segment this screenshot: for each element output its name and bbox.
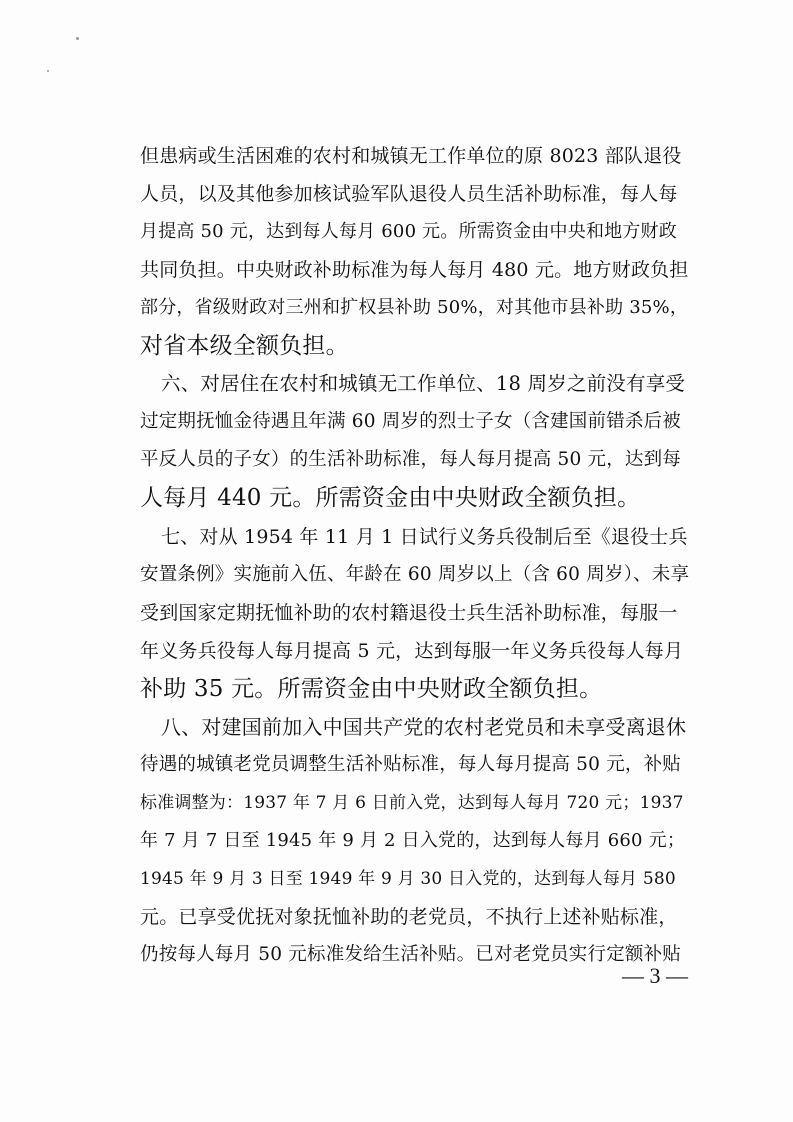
text-line: 部分，省级财政对三州和扩权县补助 50%，对其他市县补助 35%， [140, 297, 689, 318]
text-line: 年 7 月 7 日至 1945 年 9 月 2 日入党的，达到每人每月 660 元； [140, 830, 686, 851]
text-line: 对省本级全额负担。 [140, 333, 349, 359]
text-line: 仍按每人每月 50 元标准发给生活补贴。已对老党员实行定额补贴 [140, 944, 682, 965]
text-line: 年义务兵役每人每月提高 5 元，达到每服一年义务兵役每人每月 [140, 640, 684, 662]
text-line: 元。已享受优抚对象抚恤补助的老党员，不执行上述补贴标准， [140, 906, 678, 928]
text-line: 共同负担。中央财政补助标准为每人每月 480 元。地方财政负担 [140, 259, 689, 281]
scan-speck [47, 70, 49, 72]
text-line: 人员，以及其他参加核试验军队退役人员生活补助标准，每人每 [140, 183, 678, 205]
text-line: 补助 35 元。所需资金由中央财政全额负担。 [140, 676, 603, 702]
text-line: 人每月 440 元。所需资金由中央财政全额负担。 [140, 485, 641, 511]
text-line: 但患病或生活困难的农村和城镇无工作单位的原 8023 部队退役 [140, 145, 682, 167]
text-line: 待遇的城镇老党员调整生活补贴标准，每人每月提高 50 元，补贴 [140, 754, 682, 775]
text-line: 六、对居住在农村和城镇无工作单位、18 周岁之前没有享受 [161, 372, 686, 395]
scan-speck [76, 37, 79, 40]
text-line: 七、对从 1954 年 11 月 1 日试行义务兵役制后至《退役士兵 [161, 526, 688, 548]
text-line: 标准调整为：1937 年 7 月 6 日前入党，达到每人每月 720 元；1937 [140, 793, 684, 813]
text-line: 过定期抚恤金待遇且年满 60 周岁的烈士子女（含建国前错杀后被 [140, 411, 682, 432]
text-line: 1945 年 9 月 3 日至 1949 年 9 月 30 日入党的，达到每人每月 580 [140, 869, 676, 889]
text-line: 八、对建国前加入中国共产党的农村老党员和未享受离退休 [161, 715, 687, 739]
page-number: — 3 — [622, 963, 688, 988]
text-line: 受到国家定期抚恤补助的农村籍退役士兵生活补助标准，每服一 [140, 602, 678, 624]
text-line: 月提高 50 元，达到每人每月 600 元。所需资金由中央和地方财政 [140, 221, 677, 242]
text-line: 平反人员的子女）的生活补助标准，每人每月提高 50 元，达到每 [140, 449, 682, 470]
text-line: 安置条例》实施前入伍、年龄在 60 周岁以上（含 60 周岁）、未享 [140, 564, 690, 585]
